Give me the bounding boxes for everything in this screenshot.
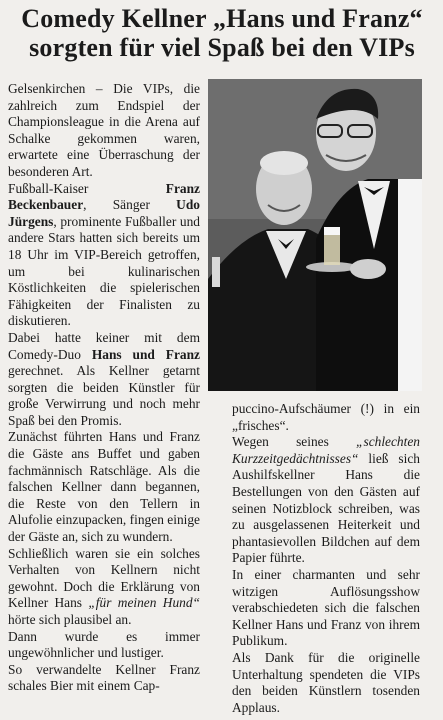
headline-line-2: sorgten für viel Spaß bei den VIPs	[29, 33, 415, 62]
name-bold: Franz Beckenbauer	[8, 180, 200, 213]
paragraph: puccino-Aufschäumer (!) in ein „frisches“.	[232, 401, 420, 433]
paragraph: Dabei hatte keiner mit dem Comedy-Duo Hans und Franz gerechnet. Als Kellner getarnt sorgten die beiden Künstler für große Verwirrung und noch mehr Spaß bei den Promis.	[8, 329, 200, 428]
paragraph: Zunächst führten Hans und Franz die Gäste ans Buffet und gaben fachmännisch Ratschläge. Als die falschen Kellner dann begannen, die Reste von den Tellern in Alufolie einzupacken, fingen einige der Gäste an, sich zu wundern.	[8, 429, 200, 545]
headline-line-1: Comedy Kellner „Hans und Franz“	[21, 4, 423, 33]
paragraph: In einer charmanten und sehr witzigen Auflösungsshow verabschiedeten sich die falschen Kellner Hans und Franz von ihrem Publikum.	[232, 566, 420, 649]
paragraph: Gelsenkirchen – Die VIPs, die zahlreich zum Endspiel der Championsleague in die Arena auf Schalke gekommen waren, erwartete eine Überraschung der besonderen Art.	[8, 81, 200, 179]
photo-waiters-illustration	[208, 79, 422, 391]
name-bold: Udo Jürgens	[8, 197, 200, 229]
paragraph: So verwandelte Kellner Franz schales Bier mit einem Cap-	[8, 661, 200, 694]
article-column-1	[8, 81, 200, 695]
paragraph: Dann wurde es immer ungewöhnlicher und lustiger.	[8, 628, 200, 661]
quote-italic: „für meinen Hund“	[88, 595, 200, 611]
paragraph: Wegen seines „schlechten Kurzzeitgedächtnisses“ ließ sich Aushilfskellner Hans die Bestellungen von den Gästen auf seinen Notizblock schreiben, was zu ausgelassenen Heiterkeit und phantasievollen Bildchen auf dem Papier führte.	[232, 434, 420, 566]
article-column-2	[232, 401, 420, 716]
paragraph: Fußball-Kaiser Franz Beckenbauer, Sänger Udo Jürgens, prominente Fußballer und andere Stars hatten sich bereits um 18 Uhr im VIP-Bereich getroffen, um bei kulinarischen Köstlichkeiten die spielerischen Fähigkeiten der Finalisten zu diskutieren.	[8, 180, 200, 329]
duo-name-bold: Hans und Franz	[91, 346, 200, 362]
quote-italic: „schlechten Kurzzeitgedächtnisses“	[232, 434, 420, 466]
paragraph: Als Dank für die originelle Unterhaltung spendeten die VIPs den beiden Künstlern tosenden Applaus.	[232, 649, 420, 715]
paragraph: Schließlich waren sie ein solches Verhalten von Kellnern nicht gewohnt. Doch die Erklärung von Kellner Hans „für meinen Hund“ hörte sich plausibel an.	[8, 545, 200, 627]
article-headline	[8, 4, 436, 62]
article-photo	[208, 79, 422, 391]
